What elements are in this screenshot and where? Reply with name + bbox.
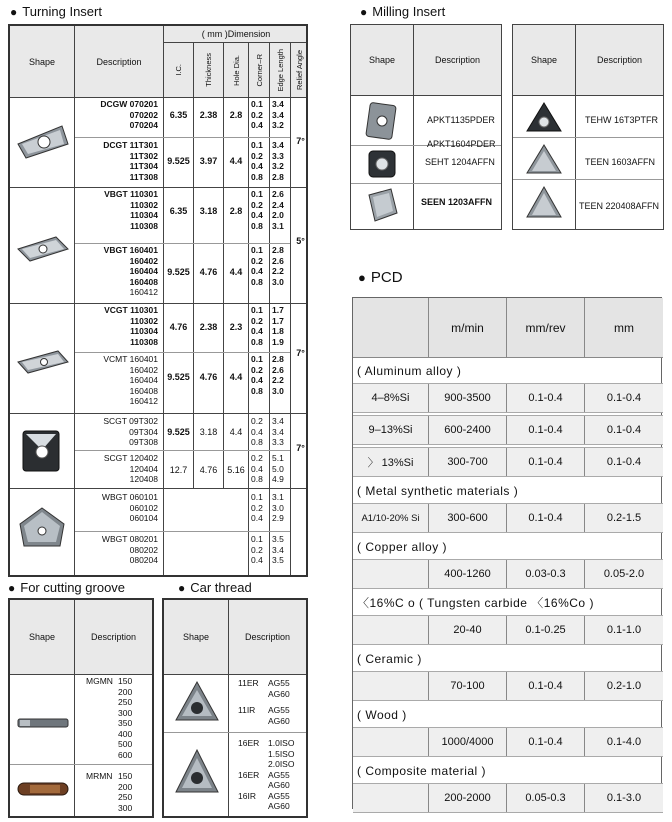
pcd-category-band: 〈16%C o ( Tungsten carbide 〈16%Co ): [357, 596, 594, 610]
relief-label: Relief Angle: [295, 49, 304, 91]
scgt-insert-icon: [18, 426, 64, 476]
pcd-value-cell: 200-2000: [429, 784, 507, 812]
code-line: 070204: [129, 120, 158, 130]
pcd-value-cell: 0.1-0.4: [606, 424, 642, 436]
milling-title: ● Milling Insert: [360, 4, 446, 19]
pcd-value-cell: 0.03-0.3: [507, 560, 585, 588]
pcd-category-band: ( Wood ): [357, 707, 407, 722]
pcd-data-row: [353, 447, 663, 477]
pcd-data-row: [353, 727, 663, 757]
ic-value: 9.525: [167, 372, 190, 382]
pcd-data-row: [353, 783, 663, 813]
milling-code: TEEN 1603AFFN: [585, 157, 656, 167]
wbgt-08-codes: WBGT 080201 080202 080204: [101, 534, 158, 565]
pcd-value-cell: 300-600: [429, 504, 507, 532]
turning-header-description: Description: [75, 26, 163, 97]
pcd-value-cell: 900-3500: [429, 384, 507, 412]
turning-header-ic: [164, 43, 193, 97]
relief-value: 5°: [296, 236, 305, 246]
thickness-value: 3.97: [199, 156, 218, 166]
pcd-col-feed: mm/rev: [507, 298, 585, 357]
edge-values: 2.8 2.6 2.2 3.0: [272, 354, 284, 396]
pcd-data-row: [353, 415, 663, 445]
edge-values: 5.1 5.0 4.9: [272, 453, 284, 484]
bullet-icon: ●: [358, 270, 366, 285]
pcd-value-cell: 0.1-1.0: [606, 624, 642, 636]
ic-value: 6.35: [169, 206, 188, 216]
turning-header-dimension: ( mm )Dimension: [164, 26, 308, 42]
edge-values: 1.7 1.7 1.8 1.9: [272, 305, 284, 347]
pcd-value-cell: 0.1-3.0: [606, 792, 642, 804]
pcd-row-label: A1/10-20% Si: [353, 504, 429, 532]
ic-value: 12.7: [169, 465, 188, 475]
pcd-row-label: 9–13%Si: [353, 416, 429, 444]
relief-value: 7°: [296, 443, 305, 453]
thickness-value: 3.18: [199, 206, 218, 216]
thickness-label: Thickness: [204, 53, 213, 87]
pcd-row-label: [353, 672, 429, 700]
pcd-value-cell: 0.1-0.4: [507, 672, 585, 700]
wbgt-06-codes: WBGT 060101 060102 060104: [101, 492, 158, 523]
pcd-value-cell: 20-40: [429, 616, 507, 644]
pcd-row-label: 〉 13%Si: [353, 448, 429, 476]
pcd-value-cell: 0.1-0.4: [507, 504, 585, 532]
thickness-value: 2.38: [199, 110, 218, 120]
pcd-data-row: [353, 671, 663, 701]
bullet-icon: ●: [178, 580, 186, 595]
mrmn-code: MRMN: [86, 771, 113, 781]
pcd-value-cell: 0.1-0.25: [507, 616, 585, 644]
dcgw-insert-icon: [16, 122, 70, 162]
turning-title-text: Turning Insert: [22, 4, 102, 19]
pcd-value-cell: 600-2400: [429, 416, 507, 444]
edge-label: Edge Length: [275, 48, 285, 92]
thickness-value: 4.76: [199, 372, 218, 382]
groove-table: [8, 598, 154, 818]
pcd-value-cell: 0.1-0.4: [507, 728, 585, 756]
edge-values: 2.6 2.4 2.0 3.1: [272, 189, 284, 231]
pcd-row-label: [353, 616, 429, 644]
mrmn-sizes: 150 200 250 300: [118, 771, 133, 813]
code-line: 070202: [129, 109, 158, 120]
thread-title: ● Car thread: [178, 580, 252, 595]
pcd-col-depth: mm: [614, 320, 634, 335]
groove-header-shape: Shape: [10, 600, 74, 674]
milling-header-description: Description: [414, 25, 501, 95]
pcd-value-cell: 0.05-2.0: [603, 568, 645, 580]
corner-values: 0.1 0.2 0.4 0.8: [251, 245, 263, 287]
ic-value: 4.76: [169, 322, 188, 332]
milling-code: TEEN 220408AFFN: [579, 201, 660, 211]
thread-11-sizes: AG55 AG60 AG55 AG60: [268, 678, 290, 726]
pcd-value-cell: 300-700: [429, 448, 507, 476]
pcd-value-cell: 0.1-0.4: [606, 392, 642, 404]
thread-16-sizes: 1.0ISO 1.5ISO 2.0ISO AG55 AG60 AG55 AG60: [268, 738, 295, 811]
bullet-icon: ●: [8, 580, 16, 595]
vcgt-codes: VCGT 110301 110302 110304 110308: [104, 305, 158, 347]
wbgt-insert-icon: [16, 504, 68, 552]
relief-value: 7°: [296, 136, 305, 146]
vbgt-160-codes: VBGT 160401 160402 160404 160408 160412: [103, 245, 158, 297]
hole-value: 4.4: [229, 156, 243, 166]
pcd-row-label: [353, 560, 429, 588]
mgmn-sizes: 150 200 250 300 350 400 500 600: [118, 676, 133, 760]
ic-value: 9.525: [167, 156, 190, 166]
milling-code: SEHT 1204AFFN: [425, 157, 495, 167]
corner-values: 0.1 0.2 0.4 0.8: [251, 305, 263, 347]
pcd-category-band: ( Aluminum alloy ): [357, 363, 462, 378]
pcd-category-band: ( Composite material ): [357, 763, 487, 778]
corner-values: 0.2 0.4 0.8: [251, 453, 263, 484]
pcd-data-row: [353, 559, 663, 589]
corner-values: 0.1 0.2 0.4 0.8: [251, 354, 263, 396]
corner-values: 0.1 0.2 0.4 0.8: [251, 189, 263, 231]
edge-values: 3.5 3.4 3.5: [272, 534, 284, 565]
vbgt-110-codes: VBGT 110301 110302 110304 110308: [104, 189, 158, 231]
mgmn-codes: MGMN: [86, 676, 113, 686]
thickness-value: 4.76: [199, 465, 218, 475]
bullet-icon: ●: [360, 4, 368, 19]
dcgw-codes: [82, 99, 158, 131]
pcd-value-cell: 0.05-0.3: [507, 784, 585, 812]
edge-values: 3.4 3.4 3.3: [272, 416, 284, 447]
code-line: DCGW 070201: [100, 99, 158, 109]
pcd-title: ● PCD: [358, 269, 403, 286]
edge-values: 2.8 2.6 2.2 3.0: [272, 245, 284, 287]
pcd-data-row: [353, 503, 663, 533]
pcd-value-cell: 70-100: [429, 672, 507, 700]
groove-header-description: Description: [75, 600, 152, 674]
scgt-09-codes: SCGT 09T302 09T304 09T308: [103, 416, 158, 447]
corner-label: Corner–R: [254, 53, 264, 87]
thread-11-codes: 11ER 11IR: [238, 678, 259, 715]
corner-values: 0.1 0.2 0.4: [251, 99, 263, 130]
pcd-category-band: ( Copper alloy ): [357, 539, 448, 554]
hole-value: 4.4: [229, 372, 243, 382]
turning-header-corner: [249, 43, 269, 97]
mgmn-insert-icon: [16, 716, 70, 730]
pcd-category-band: ( Metal synthetic materials ): [357, 483, 519, 498]
turning-header-thickness: [194, 43, 223, 97]
turning-header-edge: [270, 43, 290, 97]
pcd-row-label: [353, 728, 429, 756]
pcd-value-cell: 0.2-1.0: [606, 680, 642, 692]
thread-table: [162, 598, 308, 818]
corner-values: 0.1 0.2 0.4 0.8: [251, 140, 263, 182]
relief-value: 7°: [296, 348, 305, 358]
teen-1603-insert-icon: [525, 143, 563, 177]
corner-values: 0.2 0.4 0.8: [251, 416, 263, 447]
edge-values: 3.1 3.0 2.9: [272, 492, 284, 523]
scgt-12-codes: SCGT 120402 120404 120408: [103, 453, 158, 484]
hole-value: 5.16: [227, 465, 245, 475]
pcd-row-label: 4–8%Si: [353, 384, 429, 412]
milling-header-shape: Shape: [513, 25, 575, 95]
hole-value: 2.8: [229, 110, 243, 120]
seen-insert-icon: [365, 187, 399, 223]
turning-header-relief: [291, 43, 308, 97]
milling-header-shape: Shape: [351, 25, 413, 95]
pcd-value-cell: 1000/4000: [429, 728, 507, 756]
hole-value: 4.4: [229, 427, 243, 437]
thread-16-codes: 16ER 16ER 16IR: [238, 738, 260, 801]
pcd-category-band: ( Ceramic ): [357, 651, 422, 666]
ic-value: 9.525: [167, 267, 190, 277]
pcd-data-row: [353, 615, 663, 645]
tehw-insert-icon: [525, 101, 563, 135]
corner-values: 0.1 0.2 0.4: [251, 492, 263, 523]
ic-value: 9.525: [167, 427, 190, 437]
turning-title: [10, 4, 102, 19]
hole-label: Hole Dia.: [231, 54, 241, 86]
pcd-data-row: [353, 383, 663, 413]
pcd-value-cell: 0.1-0.4: [507, 384, 585, 412]
pcd-value-cell: 0.1-0.4: [507, 448, 585, 476]
mrmn-insert-icon: [14, 780, 72, 798]
vcmt-codes: VCMT 160401 160402 160404 160408 160412: [103, 354, 158, 406]
pcd-value-cell: 0.1-0.4: [606, 456, 642, 468]
thread-11-insert-icon: [174, 680, 220, 726]
edge-values: 3.4 3.3 3.2 2.8: [272, 140, 284, 182]
pcd-value-cell: 400-1260: [429, 560, 507, 588]
milling-code: TEHW 16T3PTFR: [585, 115, 659, 125]
hole-value: 2.8: [229, 206, 243, 216]
thread-16-insert-icon: [174, 748, 220, 798]
milling-left-codes: APKT1135PDER APKT1604PDER: [427, 115, 496, 149]
milling-table-right: [512, 24, 664, 230]
turning-header-hole: [224, 43, 248, 97]
pcd-value-cell: 0.1-0.4: [507, 416, 585, 444]
apkt-insert-icon: [365, 101, 399, 141]
ic-label: I.C.: [174, 64, 183, 76]
groove-title: ● For cutting groove: [8, 580, 126, 595]
hole-value: 2.3: [229, 322, 243, 332]
dcgt-codes: DCGT 11T301 11T302 11T304 11T308: [103, 140, 158, 182]
hole-value: 4.4: [229, 267, 243, 277]
thickness-value: 4.76: [199, 267, 218, 277]
vcgt-insert-icon: [16, 346, 70, 378]
corner-values: 0.1 0.2 0.4: [251, 534, 263, 565]
seht-insert-icon: [367, 149, 397, 179]
milling-table-left: [350, 24, 502, 230]
pcd-table: [352, 297, 662, 809]
thread-header-description: Description: [229, 600, 306, 674]
ic-value: 6.35: [169, 110, 188, 120]
pcd-header-row: [353, 298, 663, 358]
milling-header-description: Description: [576, 25, 663, 95]
milling-code: SEEN 1203AFFN: [421, 197, 493, 207]
pcd-col-speed: m/min: [429, 298, 507, 357]
turning-header-shape: Shape: [10, 26, 74, 97]
thickness-value: 2.38: [199, 322, 218, 332]
pcd-value-cell: 0.1-4.0: [606, 736, 642, 748]
teen-2204-insert-icon: [525, 185, 563, 221]
bullet-icon: ●: [10, 4, 18, 19]
pcd-value-cell: 0.2-1.5: [606, 512, 642, 524]
thread-header-shape: Shape: [164, 600, 228, 674]
pcd-row-label: [353, 784, 429, 812]
vbgt-insert-icon: [16, 231, 70, 267]
edge-values: 3.4 3.4 3.2: [272, 99, 284, 130]
turning-table: [8, 24, 308, 577]
thickness-value: 3.18: [199, 427, 218, 437]
